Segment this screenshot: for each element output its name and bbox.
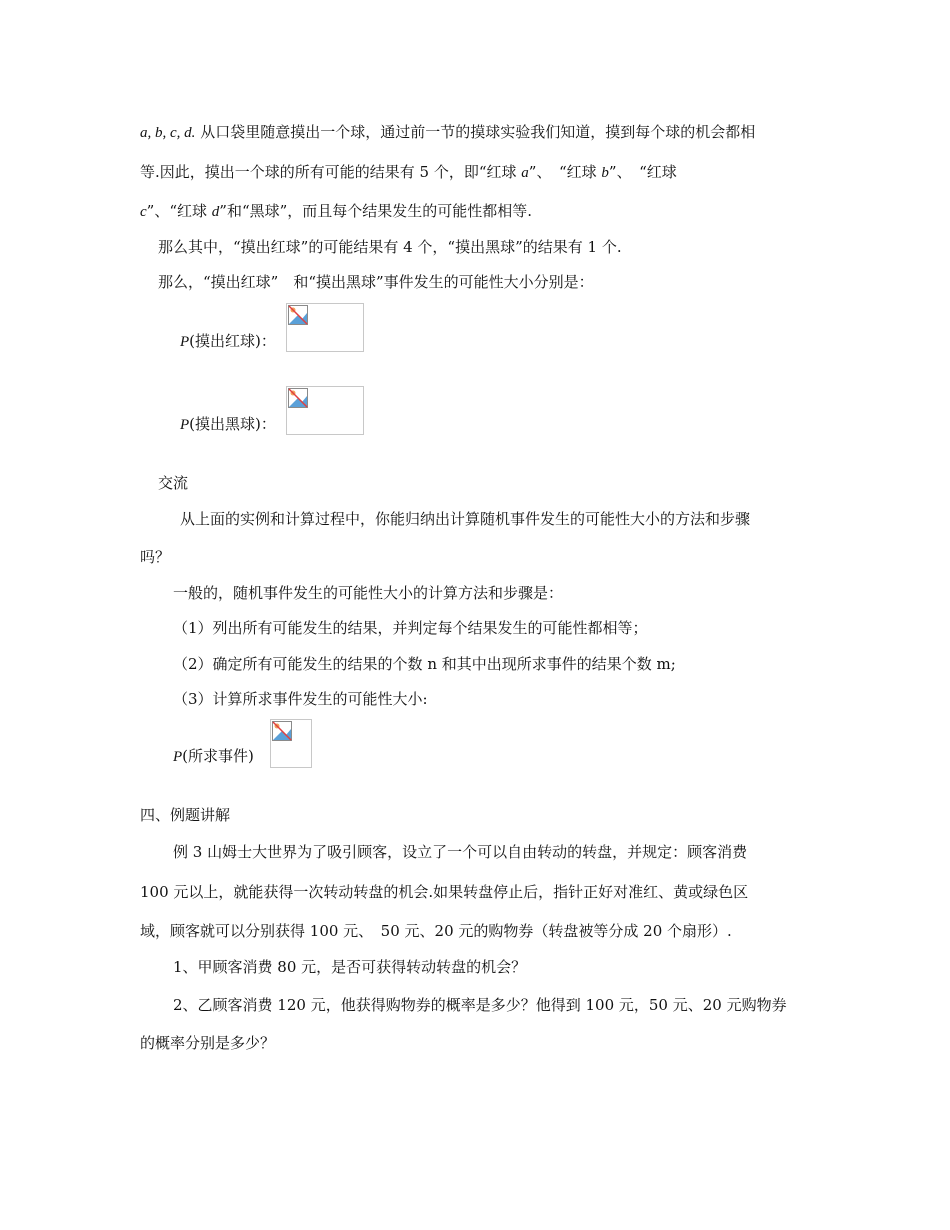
example-line-2: 100 元以上，就能获得一次转动转盘的机会.如果转盘停止后，指针正好对准红、黄或绿色区 [140,883,749,901]
exchange-question-line-1: 从上面的实例和计算过程中，你能归纳出计算随机事件发生的可能性大小的方法和步骤 [180,510,751,528]
broken-image-icon [288,305,308,325]
broken-image-icon [272,721,292,741]
formula-event: P(所求事件) [173,747,254,765]
formula-red-image [286,303,364,352]
intro-line-5: 那么，“摸出红球” 和“摸出黑球”事件发生的可能性大小分别是： [158,273,594,291]
method-step-3: （3）计算所求事件发生的可能性大小: [173,690,428,708]
formula-black: P(摸出黑球)： [180,415,276,433]
formula-red: P(摸出红球)： [180,332,276,350]
question-2-line-2: 的概率分别是多少？ [140,1034,276,1052]
method-intro: 一般的，随机事件发生的可能性大小的计算方法和步骤是： [173,584,564,602]
exchange-heading: 交流 [158,474,189,492]
formula-event-image [270,719,312,768]
intro-line-3: c”、“红球 d”和“黑球”，而且每个结果发生的可能性都相等. [140,202,533,220]
question-2-line-1: 2、乙顾客消费 120 元，他获得购物券的概率是多少？他得到 100 元，50 元、20 元购物券 [173,996,787,1014]
intro-line-2: 等.因此，摸出一个球的所有可能的结果有 5 个，即“红球 a”、 “红球 b”、 “红球 [140,163,677,181]
question-1: 1、甲顾客消费 80 元，是否可获得转动转盘的机会？ [173,958,527,976]
exchange-question-line-2: 吗？ [140,548,171,566]
example-line-3: 域，顾客就可以分别获得 100 元、 50 元、20 元的购物券（转盘被等分成 20 个扇形）. [140,922,732,940]
broken-image-icon [288,388,308,408]
intro-line-4: 那么其中，“摸出红球”的可能结果有 4 个，“摸出黑球”的结果有 1 个. [158,238,622,256]
method-step-1: （1）列出所有可能发生的结果，并判定每个结果发生的可能性都相等； [173,619,648,637]
method-step-2: （2）确定所有可能发生的结果的个数 n 和其中出现所求事件的结果个数 m; [173,655,676,673]
intro-line-1: a, b, c, d. 从口袋里随意摸出一个球，通过前一节的摸球实验我们知道，摸到每个球的机会都相 [140,123,756,141]
variables-abcd: a, b, c, d. [140,125,196,141]
example-line-1: 例 3 山姆士大世界为了吸引顾客，设立了一个可以自由转动的转盘，并规定：顾客消费 [173,843,748,861]
formula-black-image [286,386,364,435]
section-4-heading: 四、例题讲解 [140,806,231,824]
